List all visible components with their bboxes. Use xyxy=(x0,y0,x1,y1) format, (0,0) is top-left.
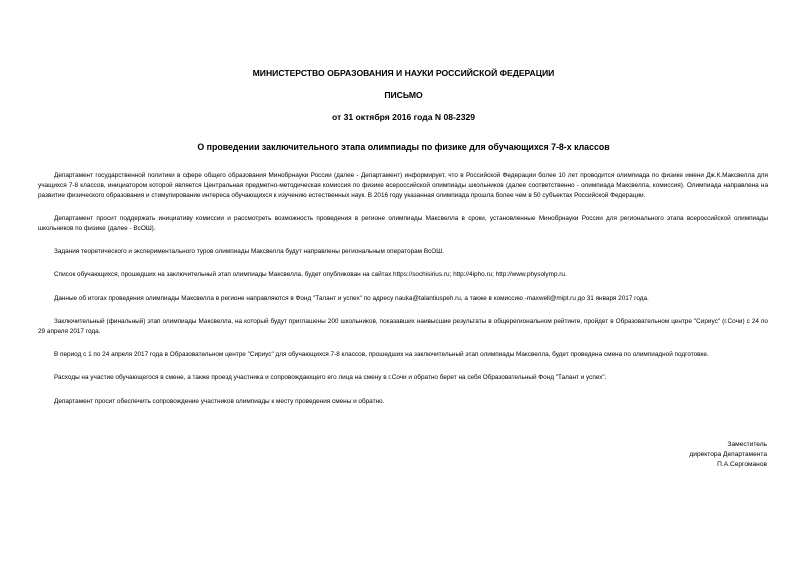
paragraph-8: Расходы на участие обучающегося в смене, а также проезд участника и сопровождающего его лица на смену в г.Сочи и обратно берет на себя Образовательный Фонд "Талант и успех". xyxy=(54,374,607,382)
paragraph-2: Департамент просит поддержать инициативу комиссии и рассмотреть возможность проведения в регионе олимпиады Максвелла в сроки, установленные Минобрнауки России для регионального этапа всероссийской олимпиады школьников по физике (далее - ВсОШ). xyxy=(38,214,768,232)
ministry-heading: МИНИСТЕРСТВО ОБРАЗОВАНИЯ И НАУКИ РОССИЙСКОЙ ФЕДЕРАЦИИ xyxy=(252,68,555,78)
paragraph-3: Задания теоретического и экспериментального туров олимпиады Максвелла будут направлены региональным операторам ВсОШ. xyxy=(54,247,444,255)
paragraph-7: В период с 1 по 24 апреля 2017 года в Образовательном центре "Сириус" для обучающихся 7-8 классов, прошедших на заключительный этап олимпиады Максвелла, будет проведена смена по олимпиадной подготовке. xyxy=(54,350,709,358)
paragraph-9: Департамент просит обеспечить сопровождение участников олимпиады к месту проведения смены и обратно. xyxy=(54,397,385,405)
paragraph-6: Заключительный (финальный) этап олимпиады Максвелла, на который будут приглашены 200 школьников, показавших наивысшие результаты в общерегиональном рейтинге, пройдет в Образовательном центре "Сириус" (г.Сочи) с 24 по 29 апреля 2017 года. xyxy=(38,317,768,335)
date-number: от 31 октября 2016 года N 08-2329 xyxy=(331,112,476,122)
letter-body xyxy=(38,171,768,420)
signatory-position-line2: директора Департамента xyxy=(689,451,767,458)
paragraph-5: Данные об итогах проведения олимпиады Максвелла в регионе направляются в Фонд "Талант и успех" по адресу nauka@talantiuspeh.ru, а также в комиссию -maxwell@mipt.ru до 31 января 2017 года. xyxy=(54,294,649,302)
document-type: ПИСЬМО xyxy=(384,90,423,100)
signatory-position-line1: Заместитель xyxy=(727,441,767,448)
paragraph-1: Департамент государственной политики в сфере общего образования Минобрнауки России (далее - Департамент) информирует, что в Российской Федерации более 10 лет проводится олимпиада по физике имени Дж.К.Максвелла для учащихся 7-8 классов, инициатором которой является Центральная предметно-методическая комиссия по физике всероссийской олимпиады школьников (далее соответственно - олимпиада Максвелла, комиссия). Олимпиада направлена на развитие физического образования и стимулирование интереса обучающихся к изучению естественных наук. В 2016 году указанная олимпиада прошла более чем в 50 субъектах Российской Федерации. xyxy=(38,172,768,199)
signature-block xyxy=(689,440,767,470)
subject-title: О проведении заключительного этапа олимпиады по физике для обучающихся 7-8-х классов xyxy=(197,142,610,152)
paragraph-4: Список обучающихся, прошедших на заключительный этап олимпиады Максвелла, будет опубликован на сайтах https://sochisirius.ru; http://4ipho.ru; http://www.physolymp.ru. xyxy=(54,271,567,279)
signatory-name: П.А.Сергоманов xyxy=(717,461,767,468)
